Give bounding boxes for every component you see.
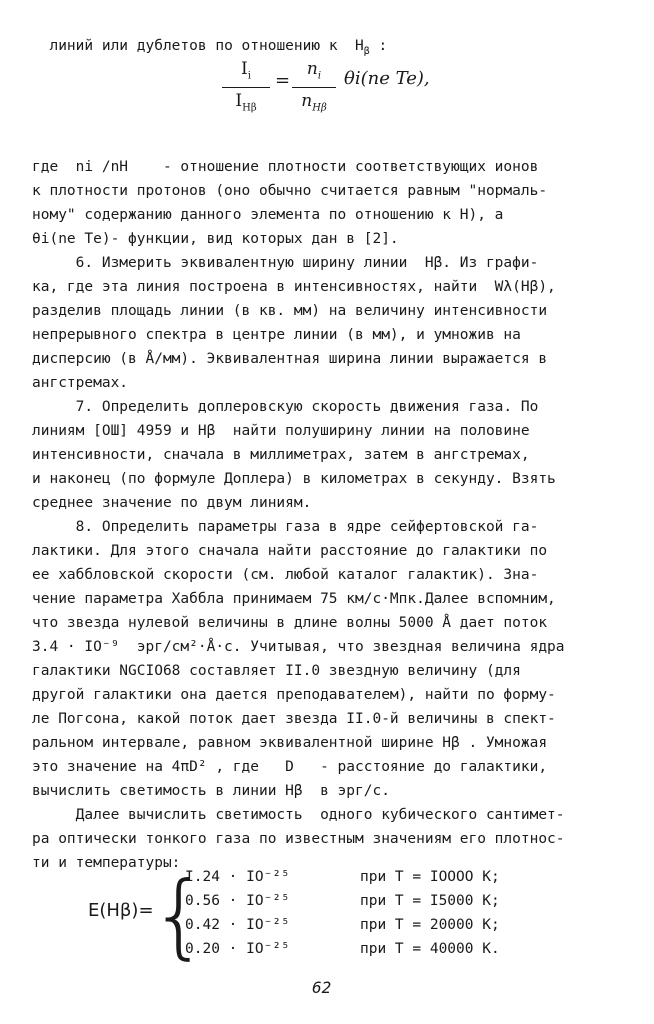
- text-line: другой галактики она дается преподавателем), найти по форму-: [32, 687, 556, 703]
- intro-line: линий или дублетов по отношению к $H_\beta$ :: [49, 38, 388, 57]
- theta-function: θi(ne Te),: [344, 68, 430, 89]
- text-line: дисперсию (в Å/мм). Эквивалентная ширина линии выражается в: [32, 351, 548, 367]
- text-line: и наконец (по формуле Доплера) в километрах в секунду. Взять: [32, 471, 556, 487]
- text-line: 7. Определить доплеровскую скорость движения газа. По: [32, 399, 539, 415]
- text-line: чение параметра Хаббла принимаем 75 км/с·Мпк.Далее вспомним,: [32, 591, 556, 607]
- text-line: лактики. Для этого сначала найти расстояние до галактики по: [32, 543, 548, 559]
- text-line: непрерывного спектра в центре линии (в мм), и умножив на: [32, 327, 521, 343]
- text-line: вычислить светимость в линии Hβ в эрг/с.: [32, 783, 390, 799]
- table-row-condition: при T = 40000 K.: [360, 941, 500, 957]
- table-row-condition: при T = I5000 K;: [360, 893, 500, 909]
- text-line: 6. Измерить эквивалентную ширину линии Hβ. Из графи-: [32, 255, 539, 271]
- equals-sign: =: [275, 70, 291, 91]
- text-line: ка, где эта линия построена в интенсивностях, найти Wλ(Hβ),: [32, 279, 556, 295]
- text-line: ле Погсона, какой поток дает звезда II.0-й величины в спект-: [32, 711, 556, 727]
- text-line: θi(ne Te)- функции, вид которых дан в [2].: [32, 231, 399, 247]
- text-line: ра оптически тонкого газа по известным значениям его плотнос-: [32, 831, 565, 847]
- text-line: среднее значение по двум линиям.: [32, 495, 312, 511]
- table-label: E(Hβ)=: [88, 900, 154, 921]
- text-line: ному" содержанию данного элемента по отношению к Н), а: [32, 207, 504, 223]
- table-row-condition: при T = IOOOO K;: [360, 869, 500, 885]
- table-row-value: I.24 · IO⁻²⁵: [185, 869, 290, 885]
- lhs-fraction: $I_i$ $I_{H\beta}$: [222, 58, 270, 122]
- table-row-value: 0.56 · IO⁻²⁵: [185, 893, 290, 909]
- text-line: 8. Определить параметры газа в ядре сейфертовской га-: [32, 519, 539, 535]
- text-line: ангстремах.: [32, 375, 129, 391]
- table-row-value: 0.42 · IO⁻²⁵: [185, 917, 290, 933]
- text-line: линиям [ОШ] 4959 и Hβ найти полуширину линии на половине: [32, 423, 530, 439]
- text-line: где ni /nH - отношение плотности соответствующих ионов: [32, 159, 539, 175]
- table-row-value: 0.20 · IO⁻²⁵: [185, 941, 290, 957]
- text-line: это значение на 4πD² , где D - расстояние до галактики,: [32, 759, 548, 775]
- page-number: 62: [312, 978, 332, 997]
- text-line: ральном интервале, равном эквивалентной ширине Hβ . Умножая: [32, 735, 548, 751]
- text-line: к плотности протонов (оно обычно считается равным "нормаль-: [32, 183, 548, 199]
- text-line: 3.4 · IO⁻⁹ эрг/см²·Å·с. Учитывая, что звездная величина ядра: [32, 639, 565, 655]
- text-line: галактики NGCIO68 составляет II.0 звездную величину (для: [32, 663, 521, 679]
- text-line: ти и температуры:: [32, 855, 181, 871]
- text-line: разделив площадь линии (в кв. мм) на величину интенсивности: [32, 303, 548, 319]
- text-line: что звезда нулевой величины в длине волны 5000 Å дает поток: [32, 615, 548, 631]
- rhs-fraction: $n_i$ $n_{H\beta}$: [292, 58, 336, 122]
- text-line: Далее вычислить светимость одного кубического сантимет-: [32, 807, 565, 823]
- text-line: ее хаббловской скорости (см. любой каталог галактик). Зна-: [32, 567, 539, 583]
- table-row-condition: при T = 20000 K;: [360, 917, 500, 933]
- left-brace-icon: {: [150, 862, 209, 969]
- text-line: интенсивности, сначала в миллиметрах, затем в ангстремах,: [32, 447, 530, 463]
